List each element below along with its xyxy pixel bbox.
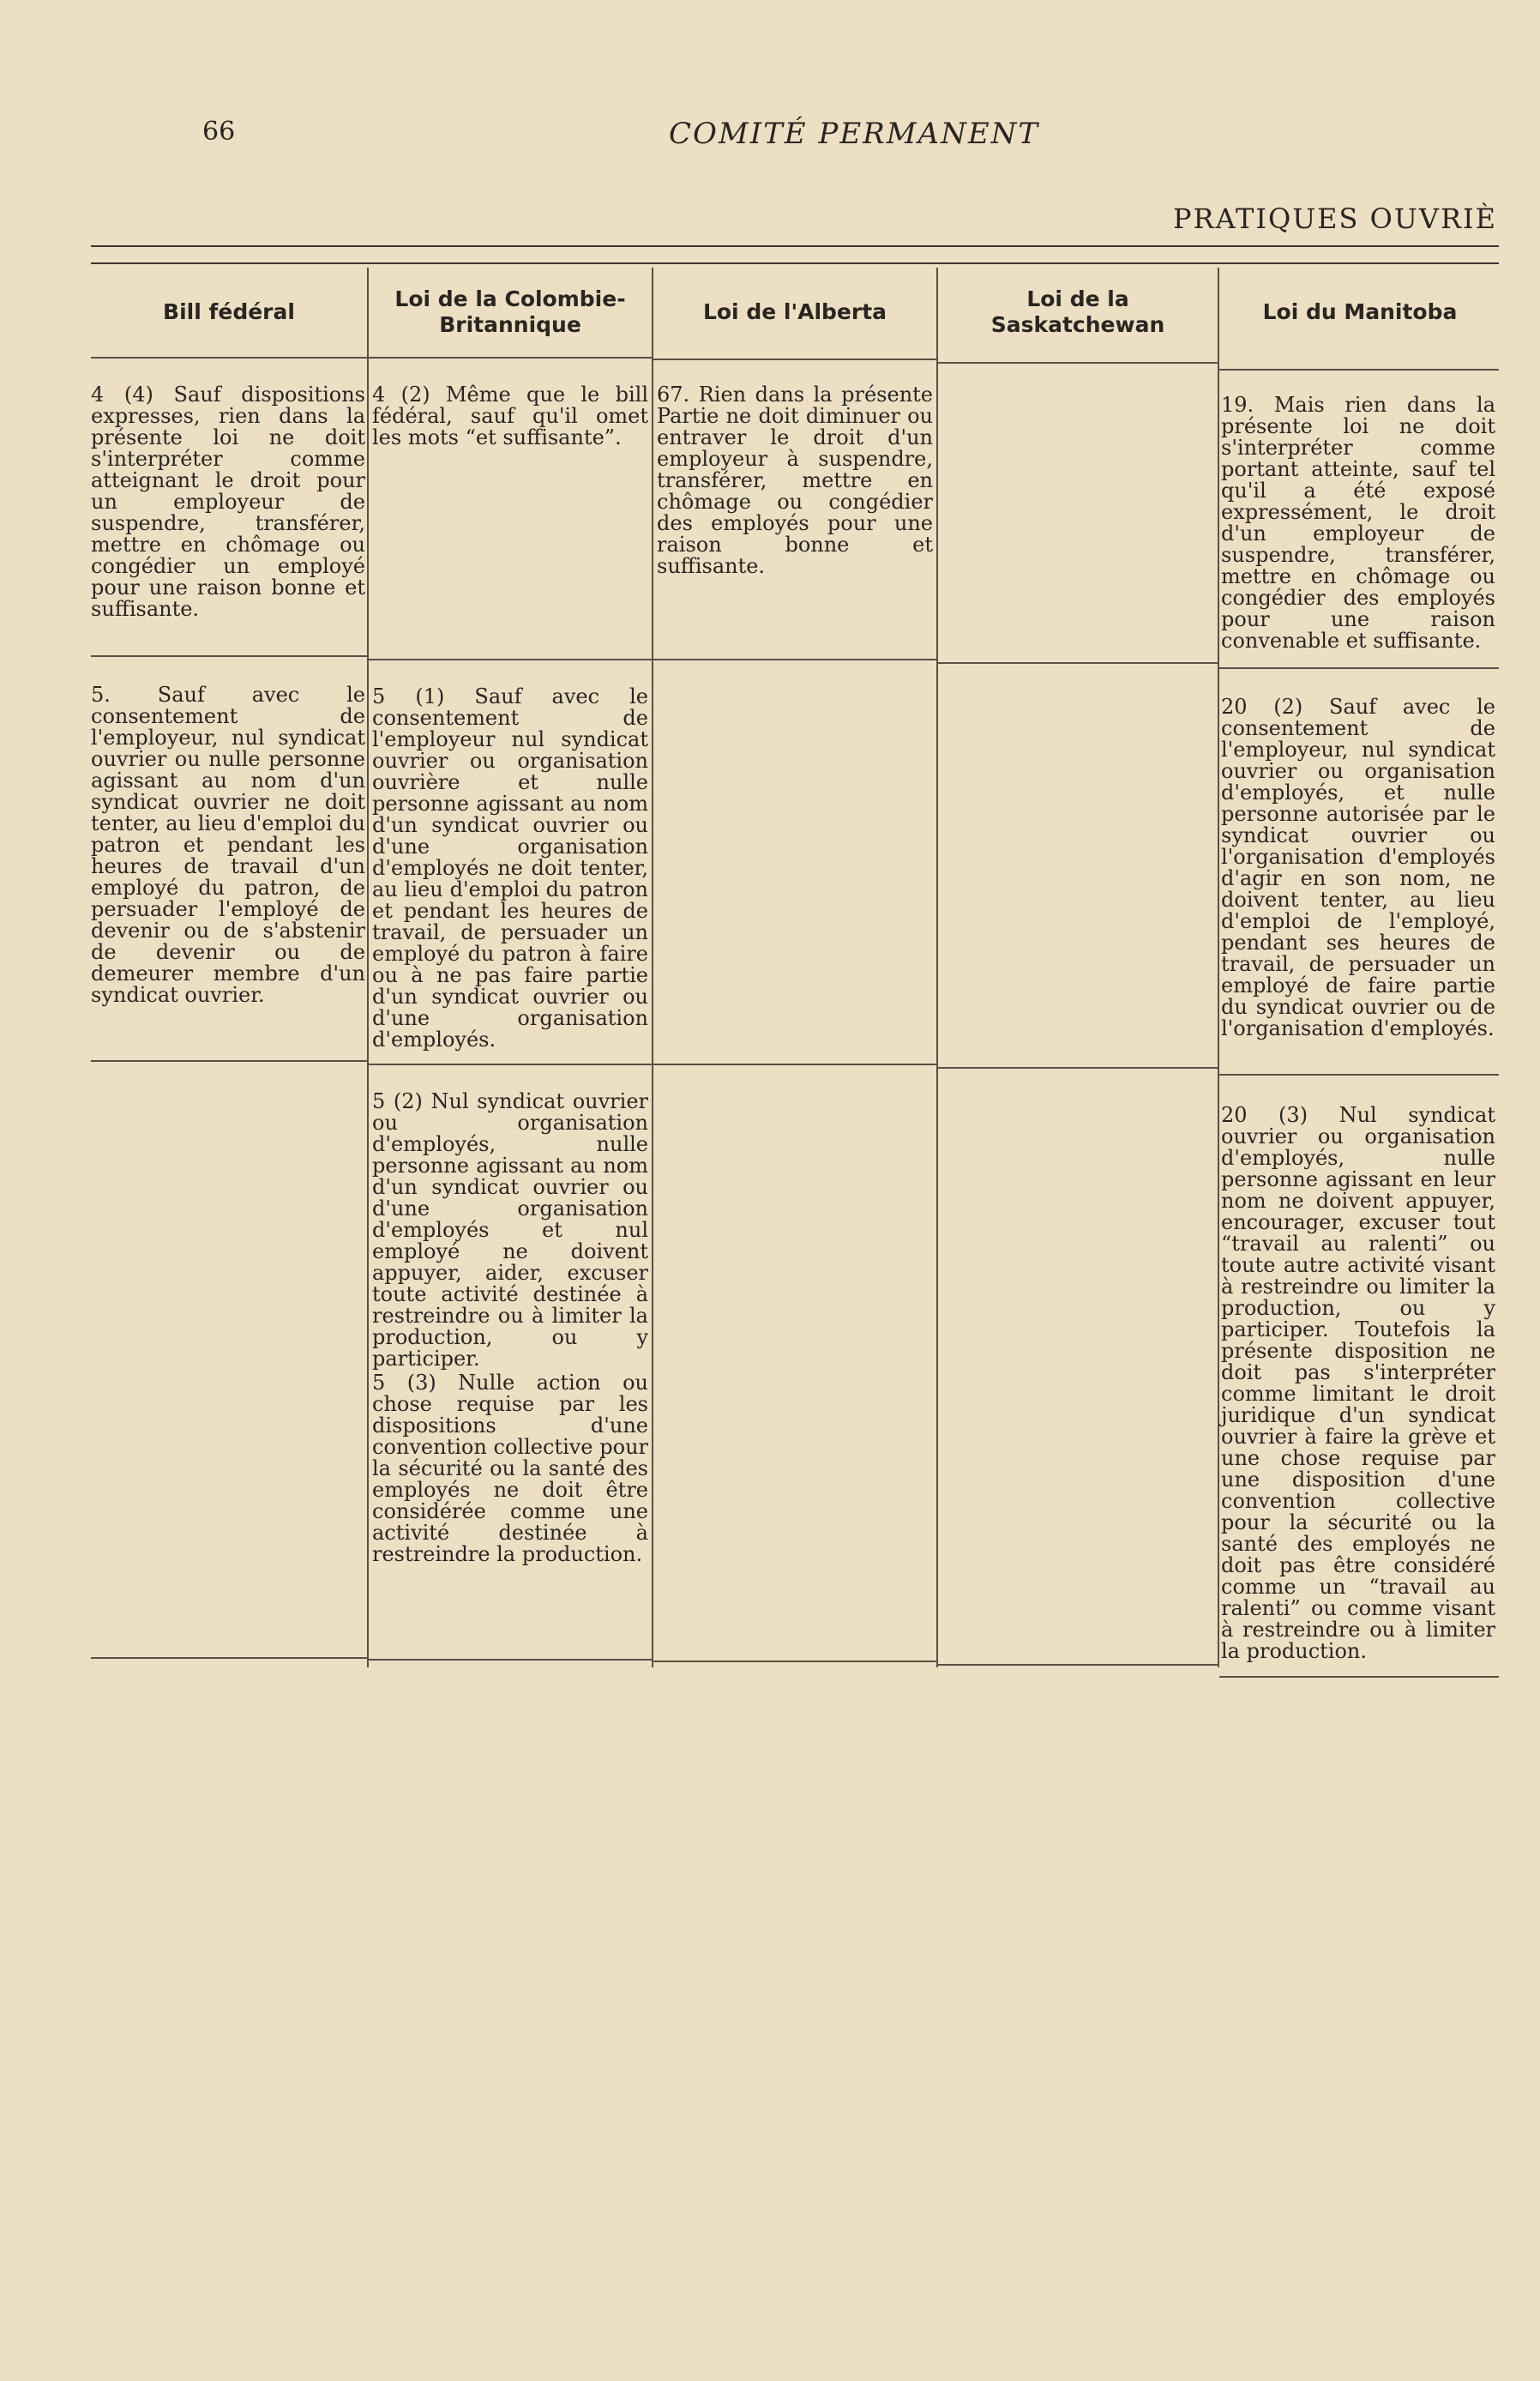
column-divider [367, 268, 369, 1667]
column-header-federal: Bill fédéral [163, 299, 295, 324]
cell-alberta-67: 67. Rien dans la présente Partie ne doit diminuer ou entraver le droit d'un employeur à suspendre, transférer, mettre en chômage ou congédier des employés pour une raison bonne et suffisante. [657, 383, 933, 578]
row-separator [1219, 667, 1499, 669]
row-separator [369, 1659, 652, 1661]
cell-federal-5: 5. Sauf avec le consentement de l'employeur, nul syndicat ouvrier ou nulle personne agissant au nom d'un syndicat ouvrier ne doit tenter, au lieu d'emploi du patron et pendant les heures de travail d'un employé du patron, de persuader l'employé de devenir ou de s'abstenir de devenir ou de demeurer membre d'un syndicat ouvrier. [91, 683, 365, 1007]
cell-bc-5-2: 5 (2) Nul syndicat ouvrier ou organisation d'employés, nulle personne agissant au nom d'un syndicat ouvrier ou d'une organisation d'employés et nul employé ne doivent appuyer, aider, excuser toute activité destinée à restreindre ou à limiter la production, ou y participer. [372, 1089, 648, 1371]
header-separator [369, 357, 652, 359]
row-separator [1219, 1074, 1499, 1076]
column-header-bc: Loi de la Colombie-Britannique [394, 286, 626, 337]
cell-manitoba-20-2: 20 (2) Sauf avec le consentement de l'employeur, nul syndicat ouvrier ou organisation d'employés, et nulle personne autorisée par le syndicat ouvrier ou l'organisation d'employés d'agir en son nom, ne doivent tenter, au lieu d'emploi de l'employé, pendant ses heures de travail, de persuader un employé de faire partie du syndicat ouvrier ou de l'organisation d'employés. [1221, 695, 1495, 1040]
running-title: COMITÉ PERMANENT [669, 117, 1040, 151]
row-separator [369, 1064, 652, 1065]
header-separator [653, 359, 936, 360]
cell-bc-5-1: 5 (1) Sauf avec le consentement de l'employeur nul syndicat ouvrier ou organisation ouvrière et nulle personne agissant au nom d'un syndicat ouvrier ou d'une organisation d'employés ne doit tenter, au lieu d'emploi du patron et pendant les heures de travail, de persuader un employé du patron à faire ou à ne pas faire partie d'un syndicat ouvrier ou d'une organisation d'employés. [372, 684, 648, 1052]
row-separator [653, 659, 936, 660]
row-separator [369, 659, 652, 660]
cell-manitoba-19: 19. Mais rien dans la présente loi ne doit s'interpréter comme portant atteinte, sauf tel qu'il a été exposé expressément, le droit d'un employeur de suspendre, transférer, mettre en chômage ou congédier des employés pour une raison convenable et suffisante. [1221, 393, 1495, 653]
column-header-manitoba: Loi du Manitoba [1262, 299, 1458, 324]
header-separator [1219, 369, 1499, 371]
row-separator [938, 1067, 1218, 1069]
row-separator [91, 1657, 367, 1659]
cell-manitoba-20-3: 20 (3) Nul syndicat ouvrier ou organisation d'employés, nulle personne agissant en leur nom ne doivent appuyer, encourager, excuser tout “travail au ralenti” ou toute autre activité visant à restreindre ou limiter la production, ou y participer. Toutefois la présente disposition ne doit pas s'interpréter comme limitant le droit juridique d'un syndicat ouvrier à faire la grève et une chose requise par une disposition d'une convention collective pour la sécurité ou la santé des employés ne doit pas être considéré comme un “travail au ralenti” ou comme visant à restreindre ou à limiter la production. [1221, 1103, 1495, 1663]
row-separator [91, 655, 367, 657]
header-separator [938, 362, 1218, 364]
cell-bc-5-3: 5 (3) Nulle action ou chose requise par les dispositions d'une convention collective pour la sécurité ou la santé des employés ne doit être considérée comme une activité destinée à restreindre la production. [372, 1371, 648, 1566]
section-title: PRATIQUES OUVRIÈ [1173, 202, 1498, 235]
row-separator [938, 662, 1218, 664]
row-separator [1219, 1676, 1499, 1678]
row-separator [91, 1060, 367, 1062]
column-divider [936, 268, 938, 1667]
cell-federal-4-4: 4 (4) Sauf dispositions expresses, rien dans la présente loi ne doit s'interpréter comme atteignant le droit pour un employeur de suspendre, transférer, mettre en chômage ou congédier un employé pour une raison bonne et suffisante. [91, 383, 365, 621]
column-header-alberta: Loi de l'Alberta [702, 299, 887, 324]
page-number: 66 [202, 117, 236, 147]
top-rule-secondary [91, 262, 1499, 264]
top-rule [91, 245, 1499, 247]
column-divider [652, 268, 653, 1667]
column-header-saskatchewan: Loi de la Saskatchewan [990, 286, 1165, 337]
column-divider [1218, 268, 1219, 1667]
row-separator [653, 1064, 936, 1065]
header-separator [91, 357, 367, 359]
row-separator [938, 1664, 1218, 1666]
cell-bc-4-2: 4 (2) Même que le bill fédéral, sauf qu'il omet les mots “et suffisante”. [372, 383, 648, 449]
row-separator [653, 1661, 936, 1662]
